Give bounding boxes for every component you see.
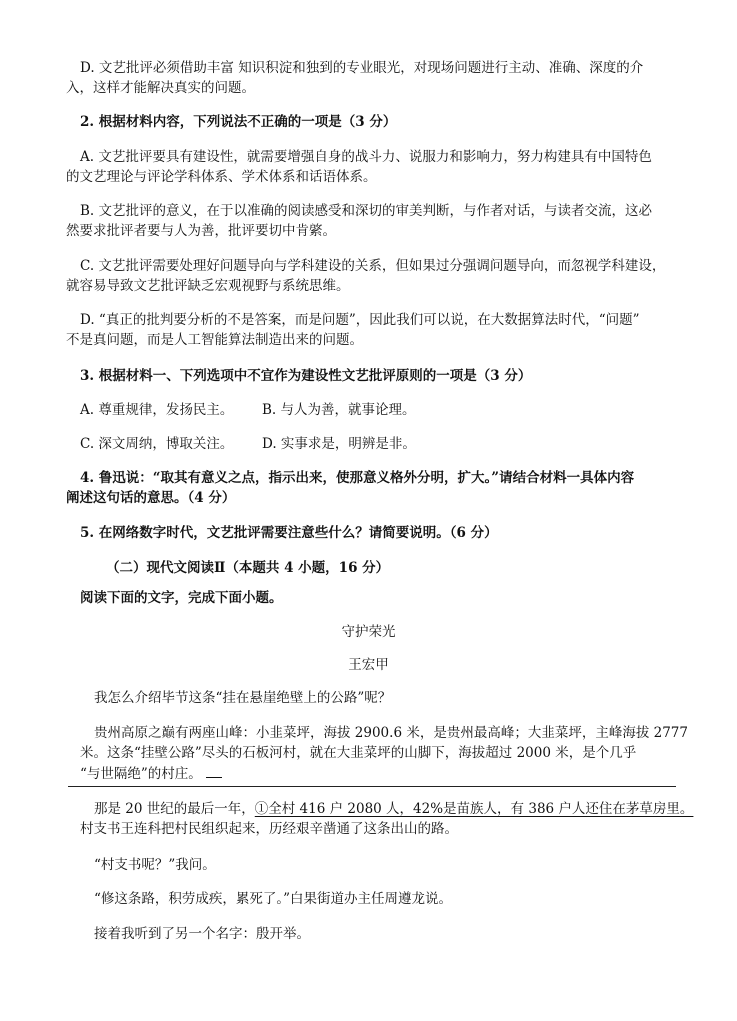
section-heading: （二）现代文阅读Ⅱ（本题共 4 小题，16 分） [106,560,390,576]
q2-option-c-line2: 就容易导致文艺批评缺乏宏观视野与系统思维。 [66,278,350,294]
answer-blank [206,763,222,778]
q5-stem: 5. 在网络数字时代，文艺批评需要注意些什么？请简要说明。（6 分） [80,525,498,541]
article-paragraph-3-prefix: 那是 20 世纪的最后一年， [94,801,255,817]
paragraph-divider [68,786,676,787]
q2-option-d-line2: 不是真问题，而是人工智能算法制造出来的问题。 [66,332,363,348]
q2-option-a-line1: A. 文艺批评要具有建设性，就需要增强自身的战斗力、说服力和影响力，努力构建具有中国特色 [80,149,652,165]
q3-option-c: C. 深文周纳，博取关注。 [80,436,234,452]
article-author: 王宏甲 [348,657,389,673]
q3-stem: 3. 根据材料一、下列选项中不宜作为建设性文艺批评原则的一项是（3 分） [80,368,532,384]
article-paragraph-3-line2: 村支书王连科把村民组织起来，历经艰辛凿通了这条出山的路。 [80,821,458,837]
article-paragraph-2-line3 [80,763,222,784]
q1-option-d-line2: 入，这样才能解决真实的问题。 [66,80,255,96]
q2-stem: 2. 根据材料内容，下列说法不正确的一项是（3 分） [80,114,397,130]
article-marked-sentence-1: ①全村 416 户 2080 人，42%是苗族人，有 386 户人还住在茅草房里。 [254,801,694,817]
q4-stem-line1: 4. 鲁迅说：“取其有意义之点，指示出来，使那意义格外分明，扩大。”请结合材料一具体内容 [80,470,635,486]
q2-option-a-line2: 的文艺理论与评论学科体系、学术体系和话语体系。 [66,169,377,185]
article-paragraph-3-line1 [94,799,693,819]
section-instruction: 阅读下面的文字，完成下面小题。 [80,590,283,606]
article-paragraph-5: “修这条路，积劳成疾，累死了。”白果街道办主任周遵龙说。 [94,891,453,907]
article-title: 守护荣光 [341,624,396,640]
q2-option-c-line1: C. 文艺批评需要处理好问题导向与学科建设的关系，但如果过分强调问题导向，而忽视学科建设， [80,258,666,274]
q2-option-b-line1: B. 文艺批评的意义，在于以准确的阅读感受和深切的审美判断，与作者对话，与读者交流，这必 [80,203,653,219]
article-paragraph-6: 接着我听到了另一个名字：殷开举。 [94,926,310,942]
q3-option-d: D. 实事求是，明辨是非。 [262,436,416,452]
q2-option-d-line1: D. “真正的批判要分析的不是答案，而是问题”，因此我们可以说，在大数据算法时代，“问题” [80,312,640,328]
article-paragraph-1: 我怎么介绍毕节这条“挂在悬崖绝壁上的公路”呢？ [94,690,392,706]
q3-option-a: A. 尊重规律，发扬民主。 [80,402,234,418]
q4-stem-line2: 阐述这句话的意思。（4 分） [66,490,236,506]
q1-option-d-line1: D. 文艺批评必须借助丰富 知识积淀和独到的专业眼光，对现场问题进行主动、准确、深度的介 [80,60,644,76]
article-paragraph-2-line1: 贵州高原之巅有两座山峰：小韭菜坪，海拔 2900.6 米，是贵州最高峰；大韭菜坪，主峰海拔 2777 [94,725,688,741]
article-paragraph-2-line3-text: “与世隔绝”的村庄。 [80,766,202,782]
article-paragraph-2-line2: 米。这条“挂壁公路”尽头的石板河村，就在大韭菜坪的山脚下，海拔超过 2000 米，是个几乎 [80,745,637,761]
q2-option-b-line2: 然要求批评者要与人为善，批评要切中肯綮。 [66,223,336,239]
article-paragraph-4: “村支书呢？”我问。 [94,857,216,873]
q3-option-b: B. 与人为善，就事论理。 [262,402,416,418]
